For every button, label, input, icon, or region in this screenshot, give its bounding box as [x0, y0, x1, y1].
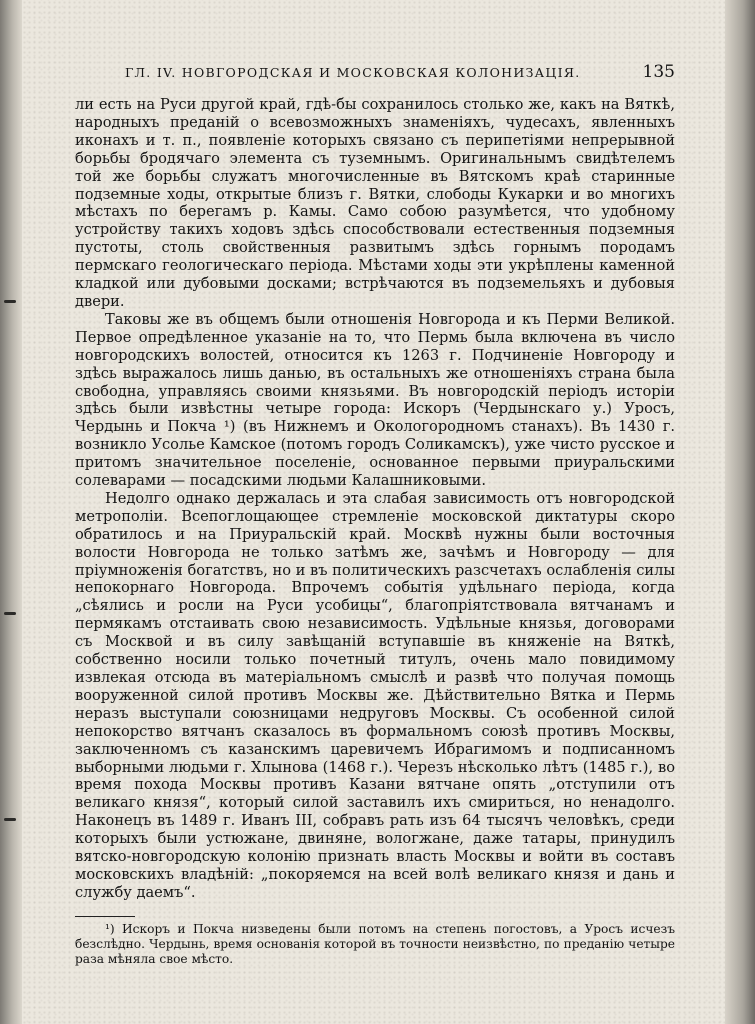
body-text [75, 96, 675, 902]
paragraph: Недолго однако держалась и эта слабая зависимость отъ новгородской метрополіи. Всепоглощающее стремленіе московской диктатуры скоро обратилось и на Приуральскій край. Москвѣ нужны были восточныя волости Новгорода не только затѣмъ же, зачѣмъ и Новгороду — для пріумноженія богатствъ, но и въ политическихъ разсчетахъ ослабленія силы непокорнаго Новгорода. Впрочемъ событія удѣльнаго періода, когда „сѣялись и росли на Руси усобицы“, благопріятствовала вятчанамъ и пермякамъ отстаивать свою независимость. Удѣльные князья, договорами съ Москвой и въ силу завѣщаній вступавшіе въ княженіе на Вяткѣ, собственно носили только почетный титулъ, очень мало повидимому извлекая отсюда въ матеріальномъ смыслѣ и развѣ что получая помощь вооруженной силой противъ Москвы же. Дѣйствительно Вятка и Пермь неразъ выступали союзницами недруговъ Москвы. Съ особенной силой непокорство вятчанъ сказалось въ формальномъ союзѣ противъ Москвы, заключенномъ съ казанскимъ царевичемъ Ибрагимомъ и подписанномъ выборными людьми г. Хлынова (1468 г.). Черезъ нѣсколько лѣтъ (1485 г.), во время похода Москвы противъ Казани вятчане опять „отступили отъ великаго князя“, который силой заставилъ ихъ смириться, но ненадолго. Наконецъ въ 1489 г. Иванъ III, собравъ рать изъ 64 тысячъ человѣкъ, среди которыхъ были устюжане, двиняне, вологжане, даже татары, принудилъ вятско-новгородскую колонію признать власть Москвы и войти въ составъ московскихъ владѣній: „покоряемся на всей волѣ великаго князя и дань и службу даемъ“. [75, 489, 675, 901]
paragraph: Таковы же въ общемъ были отношенія Новгорода и къ Перми Великой. Первое опредѣленное указаніе на то, что Пермь была включена въ число новгородскихъ волостей, относится къ 1263 г. Подчиненіе Новгороду и здѣсь выражалось лишь данью, въ остальныхъ же отношеніяхъ страна была свободна, управляясь своими князьями. Въ новгородскій періодъ исторіи здѣсь были извѣстны четыре города: Искоръ (Чердынскаго у.) Уросъ, Чердынь и Покча ¹) (въ Нижнемъ и Окологородномъ станахъ). Въ 1430 г. возникло Усолье Камское (потомъ городъ Соликамскъ), уже чисто русское и притомъ значительное поселеніе, основанное первыми приуральскими солеварами — посадскими людьми Калашниковыми. [75, 310, 675, 490]
scan-right-edge [725, 0, 755, 1024]
scan-left-edge [0, 0, 22, 1024]
page-number: 135 [642, 62, 675, 82]
margin-mark [4, 612, 16, 615]
running-title: ГЛ. IV. НОВГОРОДСКАЯ И МОСКОВСКАЯ КОЛОНИЗАЦІЯ. [124, 65, 581, 80]
running-head [75, 62, 675, 88]
margin-mark [4, 818, 16, 821]
footnote: ¹) Искоръ и Покча низведены были потомъ на степень погостовъ, а Уросъ исчезъ безслѣдно. Чердынь, время основанія которой въ точности неизвѣстно, по преданію четыре раза мѣняла свое мѣсто. [75, 921, 675, 966]
book-page [22, 0, 725, 1024]
margin-mark [4, 300, 16, 303]
footnote-rule [75, 916, 135, 917]
paragraph: ли есть на Руси другой край, гдѣ-бы сохранилось столько же, какъ на Вяткѣ, народныхъ преданій о всевозможныхъ знаменіяхъ, чудесахъ, явленныхъ иконахъ и т. п., появленіе которыхъ связано съ перипетіями непрерывной борьбы бродячаго элемента съ туземнымъ. Оригинальнымъ свидѣтелемъ той же борьбы служатъ многочисленные въ Вятскомъ краѣ старинные подземные ходы, открытые близъ г. Вятки, слободы Кукарки и во многихъ мѣстахъ по берегамъ р. Камы. Само собою разумѣется, что удобному устройству такихъ ходовъ здѣсь способствовали естественныя подземныя пустоты, столь свойственныя развитымъ здѣсь горнымъ породамъ пермскаго геологическаго періода. Мѣстами ходы эти укрѣплены каменной кладкой или дубовыми досками; встрѣчаются въ подземельяхъ и дубовыя двери. [75, 96, 675, 310]
page-content [75, 62, 675, 967]
